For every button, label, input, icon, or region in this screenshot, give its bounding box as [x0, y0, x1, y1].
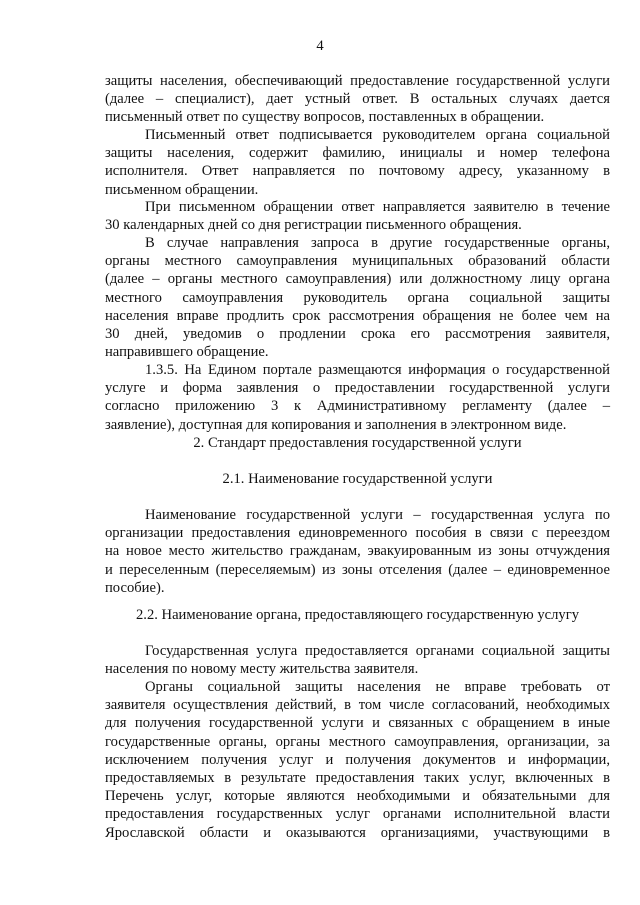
text-line: письменном обращении.: [105, 181, 259, 198]
text-line: (далее – органы местного самоуправления) или должностному лицу органа: [105, 271, 610, 288]
text-line: письменный ответ по существу вопросов, поставленных в обращении.: [105, 109, 545, 126]
text-line: предоставления государственных услуг органами исполнительной власти: [105, 806, 610, 823]
text-line: Наименование государственной услуги – государственная услуга по: [145, 507, 610, 523]
paragraph-answer-term: [105, 198, 610, 234]
text-line: государственные органы, органы местного самоуправления, организации, за: [105, 733, 610, 750]
text-line: 30 календарных дней со дня регистрации письменного обращения.: [105, 217, 522, 234]
text-line: исключением получения услуг и получения документов и информации,: [105, 751, 610, 768]
text-line: услуге и форма заявления о предоставлении государственной услуги: [105, 380, 610, 397]
subheading-service-name: 2.1. Наименование государственной услуги: [222, 471, 493, 487]
text-line: защиты населения, содержит фамилию, инициалы и номер телефона: [105, 145, 610, 162]
paragraph-request-extension: [105, 234, 610, 361]
paragraph-service-name: [105, 506, 610, 597]
text-line: Государственная услуга предоставляется органами социальной защиты: [145, 643, 610, 659]
text-line: защиты населения, обеспечивающий предоставление государственной услуги: [105, 73, 610, 89]
paragraph-no-requirements: [105, 678, 610, 842]
paragraph-written-answer: [105, 126, 610, 199]
text-line: согласно приложению 3 к Административному регламенту (далее –: [105, 398, 610, 415]
text-line: на новое место жительство гражданам, эвакуированным из зоны отчуждения: [105, 543, 610, 560]
text-line: (далее – специалист), дает устный ответ. В остальных случаях дается: [105, 91, 610, 108]
text-line: Письменный ответ подписывается руководителем органа социальной: [145, 127, 610, 143]
text-line: населения по новому месту жительства заявителя.: [105, 661, 419, 678]
section-heading: 2. Стандарт предоставления государственной услуги: [193, 435, 522, 451]
text-line: 30 дней, уведомив о продлении срока его рассмотрения заявителя,: [105, 325, 610, 342]
text-line: предоставляемых в результате предоставления таких услуг, включенных в: [105, 769, 610, 786]
paragraph-specialist-answer: [105, 72, 610, 127]
text-line: местного самоуправления руководитель органа социальной защиты: [105, 289, 610, 306]
text-line: Перечень услуг, которые являются необходимыми и обязательными для: [105, 788, 610, 805]
paragraph-provider: [105, 642, 610, 678]
text-line: органы местного самоуправления муниципальных образований области: [105, 253, 610, 270]
paragraph-unified-portal: [105, 361, 610, 434]
text-line: заявителя осуществления действий, в том числе согласований, необходимых: [105, 697, 610, 714]
text-line: населения вправе продлить срок рассмотрения обращения не более чем на: [105, 307, 610, 324]
text-line: Ярославской области и оказываются организациями, участвующими в: [105, 824, 610, 841]
text-line: 1.3.5. На Едином портале размещаются информация о государственной: [145, 362, 610, 378]
text-line: организации предоставления единовременного пособия в связи с переездом: [105, 525, 610, 542]
text-line: для получения государственной услуги и связанных с обращением в иные: [105, 715, 610, 732]
text-line: Органы социальной защиты населения не вправе требовать от: [145, 679, 610, 695]
text-line: При письменном обращении ответ направляется заявителю в течение: [145, 199, 610, 215]
text-line: и переселенным (переселяемым) из зоны отселения (далее – единовременное: [105, 561, 610, 578]
text-line: заявление), доступная для копирования и заполнения в электронном виде.: [105, 416, 567, 433]
text-line: направившего обращение.: [105, 344, 269, 361]
page-number: 4: [316, 38, 324, 54]
text-line: В случае направления запроса в другие государственные органы,: [145, 235, 610, 251]
text-line: пособие).: [105, 579, 165, 596]
text-line: исполнителя. Ответ направляется по почтовому адресу, указанному в: [105, 163, 610, 180]
subheading-providing-body: 2.2. Наименование органа, предоставляющего государственную услугу: [136, 607, 579, 623]
